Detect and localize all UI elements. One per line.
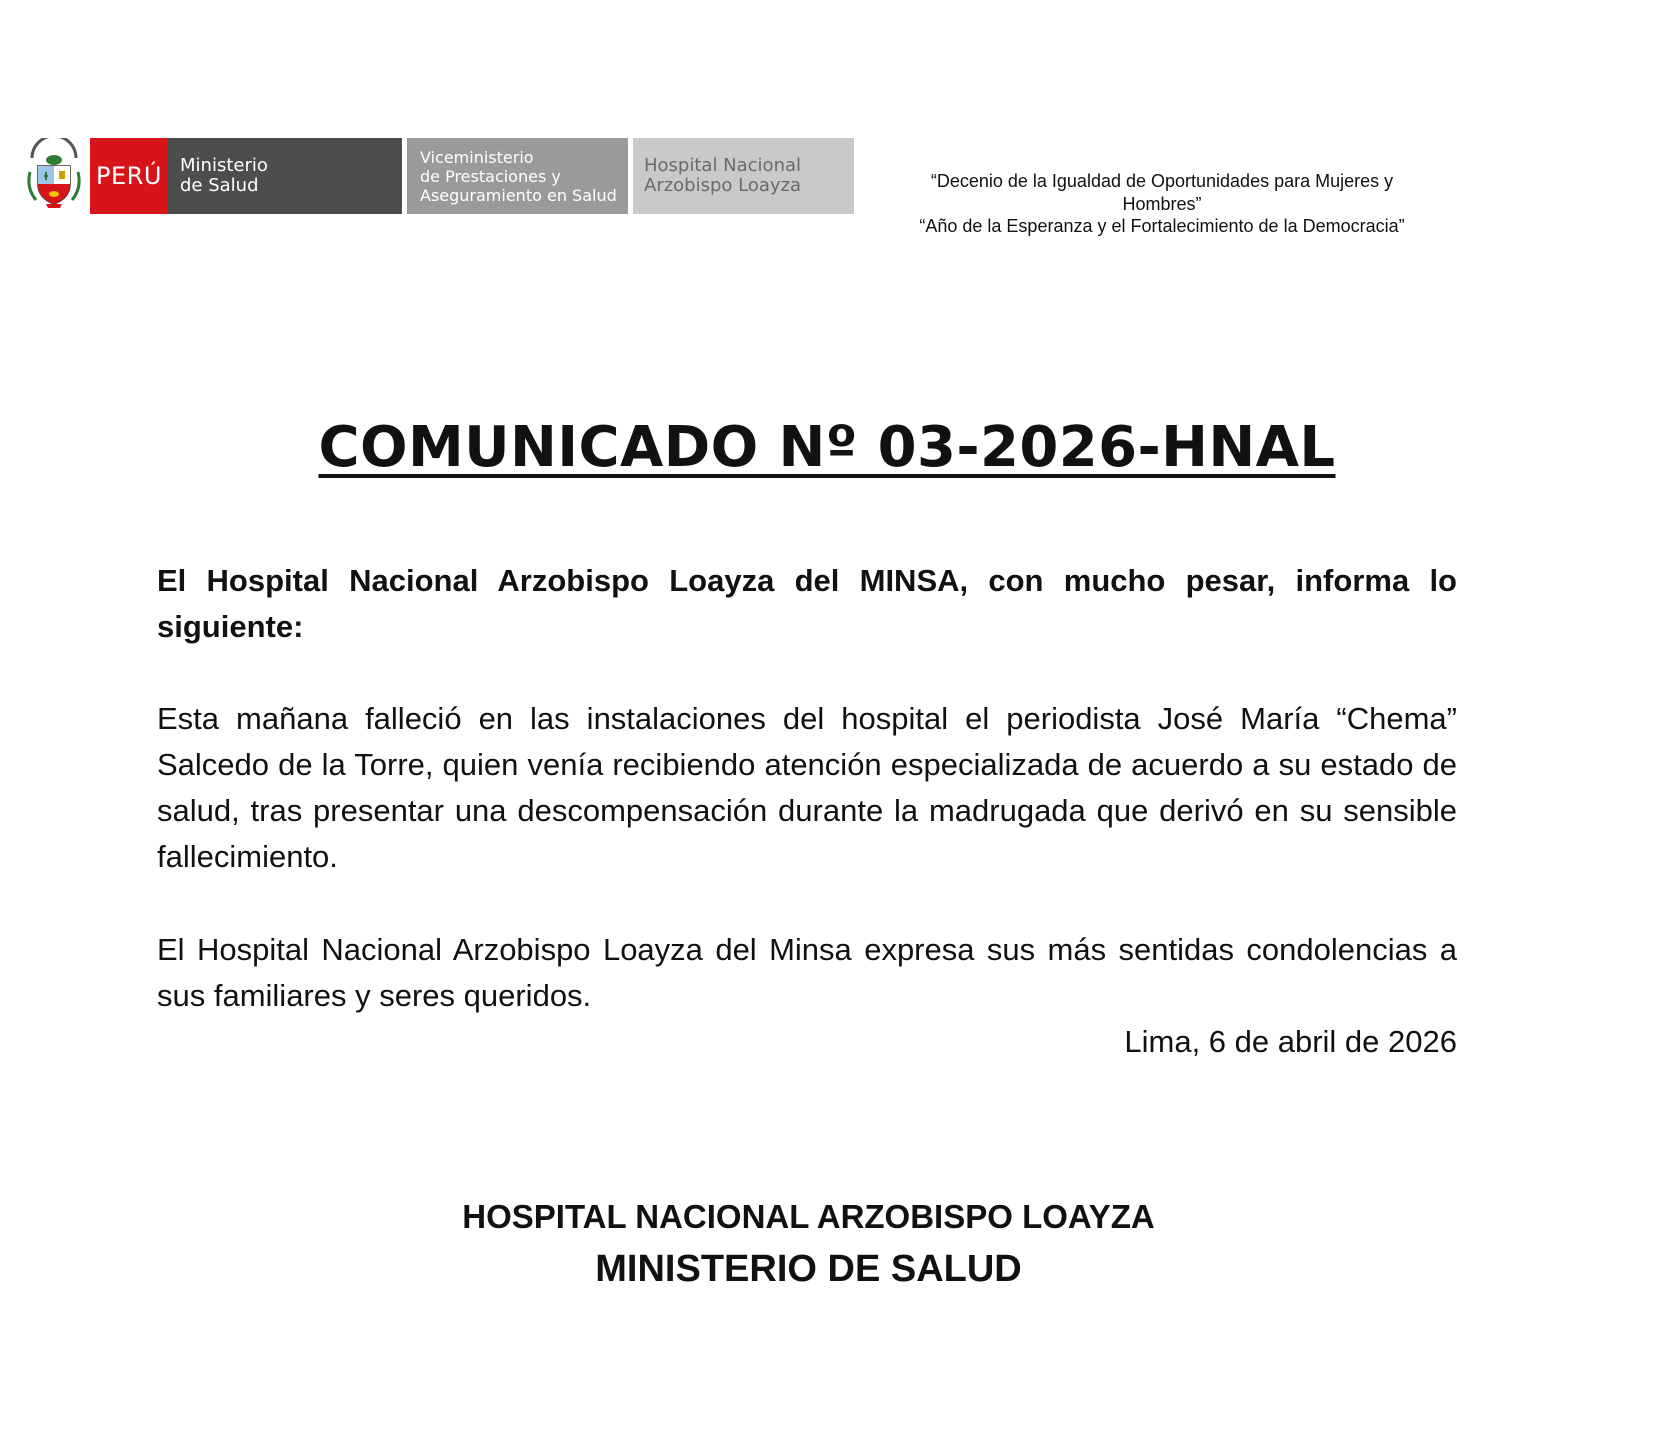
ministerio-brand-block xyxy=(168,138,402,214)
vice-line1: Viceministerio xyxy=(420,147,534,167)
ministerio-line1: Ministerio xyxy=(180,155,268,176)
intro-paragraph: El Hospital Nacional Arzobispo Loayza del MINSA, con mucho pesar, informa lo siguiente: xyxy=(157,563,1457,644)
vice-line3: Aseguramiento en Salud xyxy=(420,185,617,205)
communique-title xyxy=(0,416,1654,480)
date-line: Lima, 6 de abril de 2026 xyxy=(1124,1024,1457,1059)
motto-line3: “Año de la Esperanza y el Fortalecimiento de la Democracia” xyxy=(919,216,1405,236)
peru-brand-block xyxy=(90,138,168,214)
body-paragraph-2: El Hospital Nacional Arzobispo Loayza del Minsa expresa sus más sentidas condolencias a sus familiares y seres queridos. xyxy=(157,932,1457,1013)
hospital-line2: Arzobispo Loayza xyxy=(644,175,802,196)
body-paragraph-1: Esta mañana falleció en las instalaciones del hospital el periodista José María “Chema” Salcedo de la Torre, quien venía recibiendo atención especializada de acuerdo a su estado de salud, tras presentar una descompensación durante la madrugada que derivó en su sensible fallecimiento. xyxy=(157,701,1457,874)
ministerio-line2: de Salud xyxy=(180,175,259,196)
hospital-line1: Hospital Nacional xyxy=(644,155,802,176)
peru-label: PERÚ xyxy=(96,162,162,190)
viceministerio-brand-block xyxy=(407,138,628,214)
decade-year-mottos xyxy=(880,170,1444,238)
signature-hospital: HOSPITAL NACIONAL ARZOBISPO LOAYZA xyxy=(462,1198,1155,1235)
peru-coat-of-arms-icon xyxy=(26,138,82,214)
hospital-brand-block xyxy=(633,138,854,214)
motto-line2: Hombres” xyxy=(1122,193,1202,214)
vice-line2: de Prestaciones y xyxy=(420,166,561,186)
motto-line1: “Decenio de la Igualdad de Oportunidades para Mujeres y xyxy=(930,171,1394,191)
communique-title-text: COMUNICADO Nº 03-2026-HNAL xyxy=(318,415,1336,480)
header-logos xyxy=(26,138,854,214)
signature-ministry: MINISTERIO DE SALUD xyxy=(595,1248,1022,1290)
